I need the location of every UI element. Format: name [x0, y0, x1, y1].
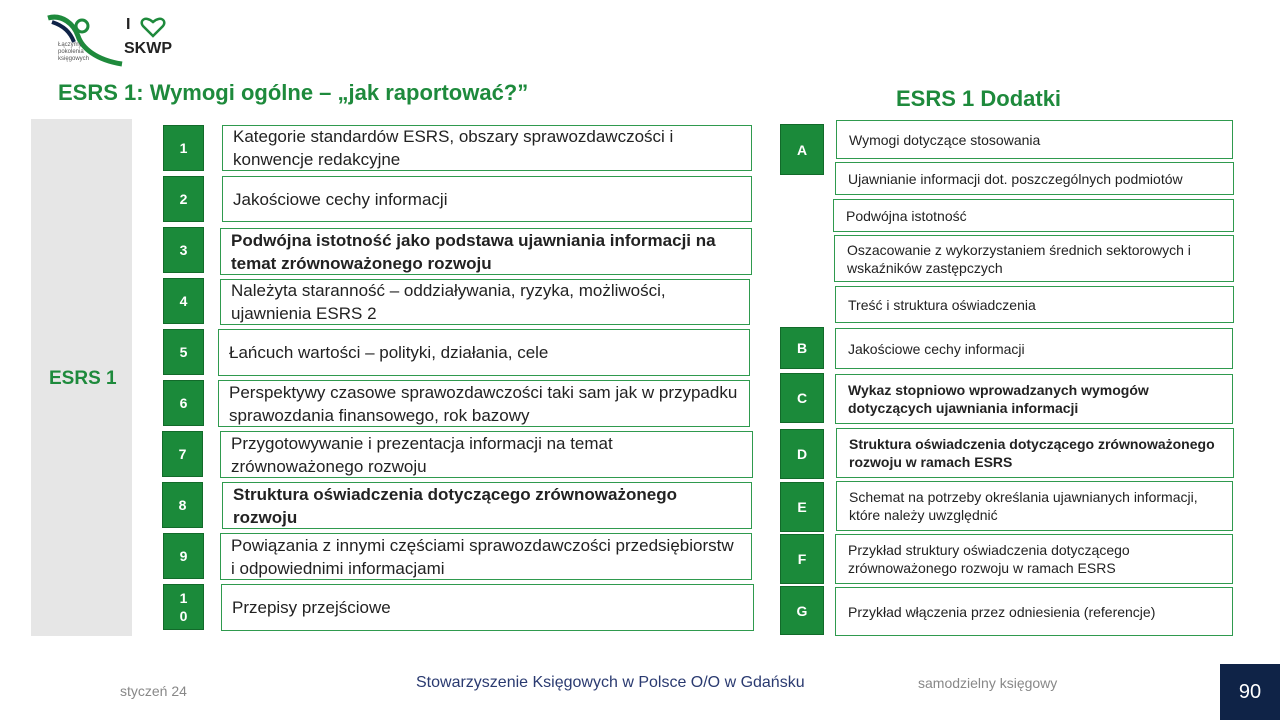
section-box: Struktura oświadczenia dotyczącego zrównoważonego rozwoju [222, 482, 752, 529]
section-number: 5 [163, 329, 204, 375]
section-number: 7 [162, 431, 203, 477]
appendix-letter: A [780, 124, 824, 175]
appendix-item: Jakościowe cechy informacji [835, 328, 1233, 369]
appendix-item: Wymogi dotyczące stosowania [836, 120, 1233, 159]
appendix-item: Wykaz stopniowo wprowadzanych wymogów dotyczących ujawniania informacji [835, 374, 1233, 424]
logo-i-letter: I [126, 16, 131, 33]
section-number: 9 [163, 533, 204, 579]
appendix-letter: G [780, 586, 824, 635]
section-box: Powiązania z innymi częściami sprawozdawczości przedsiębiorstw i odpowiednimi informacjami [220, 533, 752, 580]
appendix-item: Podwójna istotność [833, 199, 1234, 232]
appendix-item: Ujawnianie informacji dot. poszczególnych podmiotów [835, 162, 1234, 195]
appendix-item: Treść i struktura oświadczenia [835, 286, 1234, 323]
appendix-item: Schemat na potrzeby określania ujawnianych informacji, które należy uwzględnić [836, 481, 1233, 531]
appendix-letter: F [780, 534, 824, 584]
section-number: 4 [163, 278, 204, 324]
section-box: Jakościowe cechy informacji [222, 176, 752, 222]
appendix-item: Przykład struktury oświadczenia dotyczącego zrównoważonego rozwoju w ramach ESRS [835, 534, 1233, 584]
section-number: 1 [163, 125, 204, 171]
logo-skwp: SKWP [124, 40, 172, 57]
section-number: 6 [163, 380, 204, 426]
section-box: Kategorie standardów ESRS, obszary sprawozdawczości i konwencje redakcyjne [222, 125, 752, 171]
section-number: 1 0 [163, 584, 204, 630]
section-number: 2 [163, 176, 204, 222]
page-title: ESRS 1: Wymogi ogólne – „jak raportować?” [58, 80, 529, 105]
skwp-generations-logo [44, 12, 131, 68]
i-love-skwp-logo [120, 14, 180, 62]
appendix-item: Przykład włączenia przez odniesienia (referencje) [835, 587, 1233, 636]
appendix-title: ESRS 1 Dodatki [896, 86, 1062, 111]
appendix-letter: E [780, 482, 824, 532]
section-box: Podwójna istotność jako podstawa ujawniania informacji na temat zrównoważonego rozwoju [220, 228, 752, 275]
sidebar-label: ESRS 1 [49, 368, 117, 389]
appendix-letter: D [780, 429, 824, 479]
logo-caption: Łączymy pokolenia księgowych [58, 42, 90, 62]
page-number: 90 [1220, 664, 1280, 720]
appendix-letter: B [780, 327, 824, 369]
appendix-item: Oszacowanie z wykorzystaniem średnich sektorowych i wskaźników zastępczych [834, 235, 1234, 282]
section-box: Perspektywy czasowe sprawozdawczości taki sam jak w przypadku sprawozdania finansowego, rok bazowy [218, 380, 750, 427]
footer-date: styczeń 24 [120, 683, 187, 699]
heart-icon [140, 16, 166, 38]
section-box: Łańcuch wartości – polityki, działania, cele [218, 329, 750, 376]
section-box: Przepisy przejściowe [221, 584, 754, 631]
section-number: 3 [163, 227, 204, 273]
section-box: Należyta staranność – oddziaływania, ryzyka, możliwości, ujawnienia ESRS 2 [220, 279, 750, 325]
section-number: 8 [162, 482, 203, 528]
section-box: Przygotowywanie i prezentacja informacji na temat zrównoważonego rozwoju [220, 431, 753, 478]
appendix-letter: C [780, 373, 824, 423]
appendix-item: Struktura oświadczenia dotyczącego zrównoważonego rozwoju w ramach ESRS [836, 428, 1234, 478]
footer-organization: Stowarzyszenie Księgowych w Polsce O/O w Gdańsku [416, 674, 805, 691]
footer-tagline: samodzielny księgowy [918, 675, 1058, 691]
